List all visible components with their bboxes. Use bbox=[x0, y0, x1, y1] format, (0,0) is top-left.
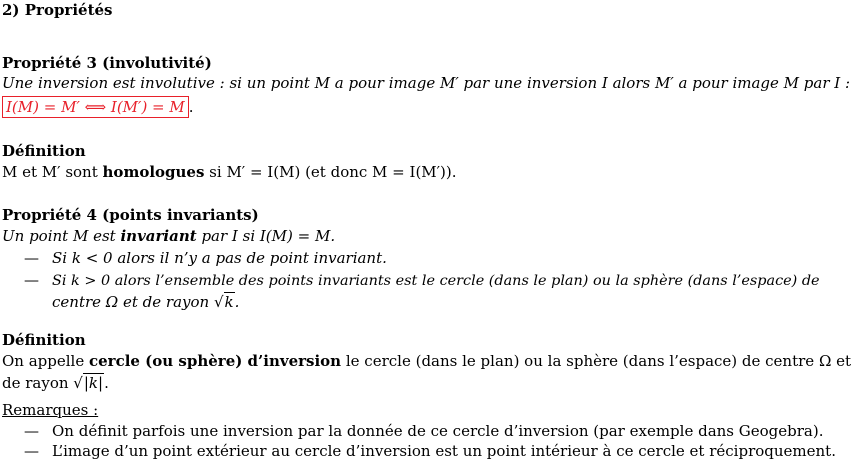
bullet-2-text-line-1: Si k > 0 alors l’ensemble des points invariants est le cercle (dans le plan) ou la sphère (dans l’espace) de bbox=[52, 273, 820, 289]
bullet-dash: — bbox=[24, 271, 39, 289]
remark-text: L’image d’un point extérieur au cercle d’inversion est un point intérieur à ce cercle et réciproquement. bbox=[52, 442, 836, 460]
definition-2-line-1 bbox=[2, 351, 851, 371]
definition-2-bold-term: cercle (ou sphère) d’inversion bbox=[89, 352, 342, 370]
property-4-bullet-1 bbox=[24, 248, 387, 268]
remark-item bbox=[24, 441, 836, 461]
definition-1-title: Définition bbox=[2, 142, 86, 160]
property-3-title: Propriété 3 (involutivité) bbox=[2, 54, 212, 72]
property-3-formula-line bbox=[2, 96, 194, 118]
bullet-2-text-line-2-post: . bbox=[234, 293, 240, 311]
sqrt-sign: √ bbox=[213, 293, 224, 311]
sqrt-radicand: k bbox=[224, 293, 234, 311]
definition-1-part1: M et M′ sont bbox=[2, 163, 103, 181]
definition-2-line-2-pre: de rayon bbox=[2, 374, 74, 392]
property-4-intro-part1: Un point M est bbox=[2, 227, 121, 245]
remark-dash: — bbox=[24, 422, 39, 440]
definition-1-bold-term: homologues bbox=[102, 163, 205, 181]
definition-2-part1: On appelle bbox=[2, 352, 89, 370]
property-4-intro-part2: par I si I(M) = M. bbox=[196, 227, 336, 245]
section-title: 2) Propriétés bbox=[2, 1, 113, 19]
property-4-bullet-2-line-1 bbox=[24, 270, 852, 291]
definition-2-part2: le cercle (dans le plan) ou la sphère (dans l’espace) de centre Ω et bbox=[341, 352, 852, 370]
remark-item bbox=[24, 421, 823, 441]
formula-period: . bbox=[188, 98, 194, 116]
sqrt-radicand: |k| bbox=[83, 374, 104, 392]
bullet-2-text-line-2-pre: centre Ω et de rayon bbox=[52, 293, 214, 311]
definition-2-line-2 bbox=[2, 373, 109, 393]
sqrt-sign: √ bbox=[73, 374, 83, 392]
remark-text: On définit parfois une inversion par la donnée de ce cercle d’inversion (par exemple dans Geogebra). bbox=[52, 422, 824, 440]
property-4-bullet-2-line-2 bbox=[52, 292, 239, 312]
definition-1-part2: si M′ = I(M) (et donc M = I(M′)). bbox=[204, 163, 457, 181]
definition-2-title: Définition bbox=[2, 331, 86, 349]
boxed-formula: I(M) = M′ ⟺ I(M′) = M bbox=[2, 96, 189, 118]
bullet-1-text: Si k < 0 alors il n’y a pas de point invariant. bbox=[52, 249, 387, 267]
definition-2-line-2-post: . bbox=[104, 374, 109, 392]
property-4-intro bbox=[2, 226, 335, 246]
property-4-intro-bold: invariant bbox=[120, 227, 197, 245]
bullet-dash: — bbox=[24, 249, 39, 267]
property-4-title: Propriété 4 (points invariants) bbox=[2, 206, 259, 224]
property-3-statement: Une inversion est involutive : si un point M a pour image M′ par une inversion I alors M′ a pour image M par I : bbox=[2, 74, 851, 92]
definition-1-text bbox=[2, 162, 457, 182]
remark-dash: — bbox=[24, 442, 39, 460]
remarks-title: Remarques : bbox=[2, 401, 99, 419]
